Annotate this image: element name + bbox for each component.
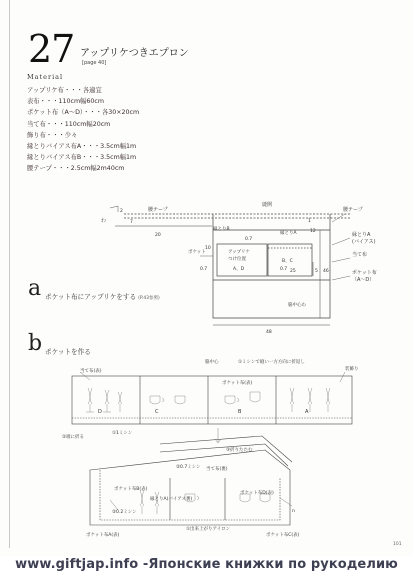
- glass-motif: [155, 492, 159, 514]
- glass-motif: [308, 388, 312, 412]
- label-pocket-ad: A、D: [233, 267, 245, 272]
- label-pocket: ポケット: [188, 250, 206, 255]
- folded-patch-cloth: [160, 444, 288, 466]
- label-fold: わ: [101, 218, 107, 224]
- project-number: 27: [28, 27, 75, 71]
- label-waist-tape-right: 腰テープ: [343, 207, 363, 213]
- page-number: 101: [393, 542, 402, 547]
- dim-0-7b: 0.7: [200, 267, 208, 272]
- material-item: アップリケ布・・・各適宜: [27, 87, 102, 94]
- label-sew-note: ①ミシンで縫い一方方向に折返し: [238, 360, 305, 365]
- label-iron-note: ①出来上がりアイロン: [186, 527, 231, 532]
- cup-motif: [150, 396, 164, 404]
- label-pocket-center: 脇中心: [205, 360, 219, 365]
- label-waist-tape-left: 腰テープ: [148, 207, 168, 213]
- label-stitch-note: ②0.2ミシン: [112, 510, 137, 515]
- label-patch-cloth: 当て布: [352, 252, 368, 258]
- label-c: C: [155, 409, 159, 415]
- material-item: 当て布・・・110cm幅20cm: [27, 120, 111, 128]
- leader-line: [110, 500, 118, 510]
- material-heading: Material: [27, 73, 64, 81]
- section-a-sub: (P.43参照): [138, 296, 160, 301]
- glass-motif: [140, 490, 144, 514]
- glass-motif: [326, 388, 330, 412]
- section-b-letter: b: [28, 331, 43, 356]
- material-item: 縁とりバイアス布A・・・3.5cm幅1m: [27, 142, 137, 150]
- label-bias-a: 縁とりA: [280, 231, 297, 236]
- material-item: 表布・・・110cm幅60cm: [27, 98, 105, 106]
- label-bias-b: 縁とりB: [213, 227, 230, 232]
- dim-12: 12: [310, 229, 316, 234]
- label-pocket-bc: B、C: [282, 259, 293, 264]
- label-a: A: [305, 409, 309, 415]
- section-a-title: ポケット布にアップリケをする: [45, 293, 137, 301]
- label-pocket-b: ポケット布(表): [222, 381, 253, 386]
- material-item: ポケット布（A〜D）・・・各30×20cm: [27, 109, 140, 117]
- material-item: 縁とりバイアス布B・・・3.5cm幅1m: [27, 154, 137, 162]
- cup-motif: [175, 396, 185, 404]
- dim-25: 25: [290, 269, 296, 274]
- label-bias-a-side2: (バイアス): [352, 239, 376, 245]
- label-d: D: [98, 409, 102, 415]
- label-applique-pos: アップリケ: [228, 250, 250, 255]
- label-pocket-center: 脇中心わ: [288, 303, 306, 308]
- dim-2: 2: [120, 209, 123, 214]
- material-item: 腰テープ・・・2.5cm幅2m40cm: [27, 165, 125, 173]
- label-patch-cloth-back: 当て布(裏): [206, 467, 228, 472]
- dim-46: 46: [323, 269, 329, 274]
- project-title: アップリケつきエプロン: [80, 48, 189, 59]
- glass-motif: [86, 388, 94, 412]
- label-top-opening: 縫開: [262, 202, 273, 208]
- cup-motif: [225, 396, 239, 404]
- label-applique-pos-2: つけ位置: [228, 257, 246, 262]
- label-patch-cloth: 当て布(表): [80, 369, 102, 374]
- label-bias-a-side: 縁とりA: [352, 232, 371, 238]
- watermark-footer: [0, 556, 413, 576]
- dim-0-7a: 0.7: [245, 237, 253, 242]
- dim-7: 7: [130, 220, 133, 225]
- label-decoration: 装飾り: [345, 367, 359, 372]
- label-pocket-a: ポケット布A(表): [86, 533, 120, 538]
- glass-motif: [290, 388, 294, 412]
- label-pocket-cloth-ad: （A〜D）: [352, 277, 375, 283]
- label-pocket-cloth: ポケット布: [352, 270, 377, 276]
- watermark-text: www.giftjap.info -Японские книжки по рукоделию: [15, 557, 398, 572]
- section-a-letter: a: [28, 276, 42, 301]
- dim-1: 1: [308, 219, 311, 224]
- dim-48: 48: [266, 330, 272, 335]
- dim-0-7c: 0.7: [280, 267, 288, 272]
- pocket-strip-top: [72, 376, 352, 424]
- label-pocket-b2: ポケット布B(表): [114, 487, 148, 492]
- glass-motif: [118, 392, 122, 412]
- leader-line: [340, 372, 345, 382]
- glass-motif: [103, 390, 111, 412]
- material-item: 飾り布・・・少々: [27, 131, 78, 139]
- label-dot-n: n: [292, 509, 295, 514]
- label-stitch-1cm: ①1ミシン: [112, 431, 133, 436]
- label-pocket-d: ポケット布D(表): [240, 491, 274, 496]
- label-fold-over: ③折りたたむ: [226, 448, 253, 453]
- dim-20: 20: [155, 233, 161, 238]
- page-reference: [page 40]: [82, 60, 107, 66]
- label-stitch-07: ②0.7ミシン: [176, 465, 201, 470]
- label-pocket-c: ポケット布C(表): [266, 533, 300, 538]
- label-b: B: [238, 409, 242, 415]
- label-bias-a: 縁とりA(バイアス裏): [150, 497, 193, 502]
- dim-10: 10: [205, 246, 211, 251]
- label-fold-note: ②端に折る: [62, 435, 85, 440]
- section-b-text: ポケットを作る: [45, 348, 91, 356]
- dim-5: 5: [315, 269, 318, 274]
- cup-motif: [250, 392, 260, 402]
